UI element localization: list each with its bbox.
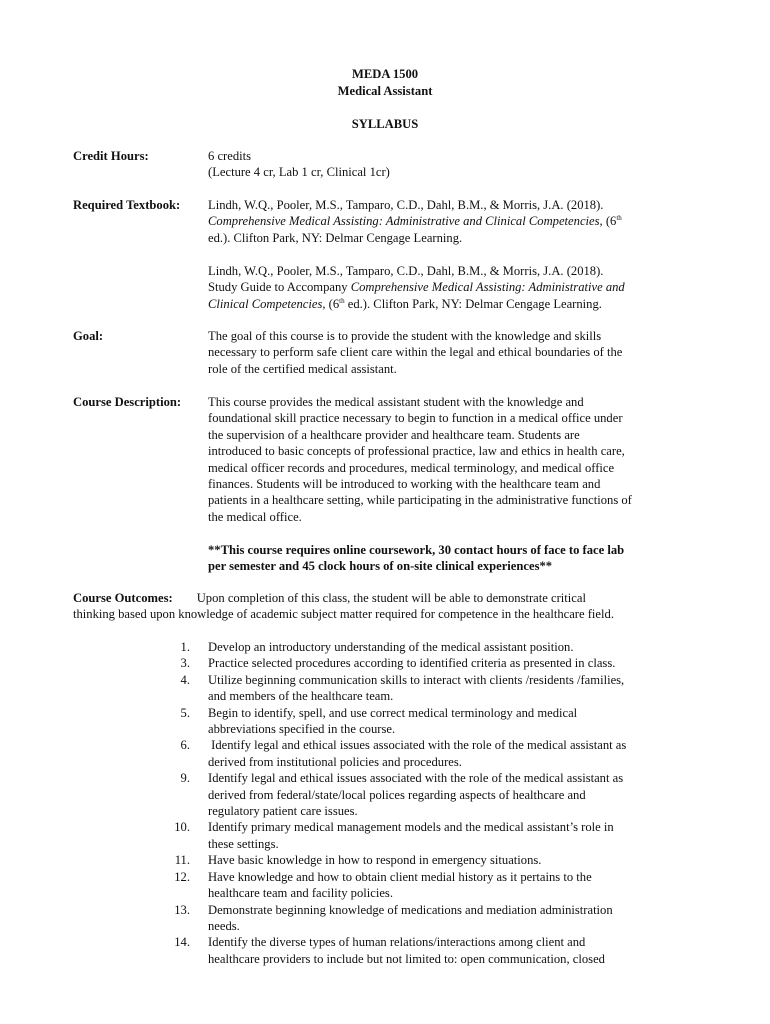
citation-publisher: ed.). Clifton Park, NY: Delmar Cengage Learning. — [344, 296, 602, 311]
list-item — [150, 852, 690, 868]
item-text: Have basic knowledge in how to respond in emergency situations. — [208, 853, 542, 868]
description-line: introduced to basic concepts of professional practice, law and ethics in health care, — [208, 444, 625, 459]
description-label: Course Description: — [73, 395, 182, 409]
edition-superscript: th — [339, 296, 345, 305]
description-line: patients in a healthcare setting, while participating in the administrative functions of — [208, 493, 632, 508]
item-text: Demonstrate beginning knowledge of medications and mediation administration — [208, 902, 613, 917]
outcomes-intro-line: thinking based upon knowledge of academic subject matter required for competence in the healthcare field. — [73, 607, 614, 622]
citation-title-line — [208, 213, 678, 229]
credit-hours-breakdown: (Lecture 4 cr, Lab 1 cr, Clinical 1cr) — [208, 165, 390, 180]
item-text: Identify primary medical management models and the medical assistant’s role in — [208, 820, 614, 835]
description-line: medical officer records and procedures, medical terminology, and medical office — [208, 460, 615, 475]
outcomes-list — [150, 639, 690, 967]
item-text: abbreviations specified in the course. — [208, 722, 396, 737]
item-text: Identify the diverse types of human relations/interactions among client and — [208, 935, 586, 950]
course-title: Medical Assistant — [337, 84, 433, 98]
list-item — [150, 819, 690, 852]
course-code: MEDA 1500 — [351, 67, 419, 81]
description-line: the supervision of a healthcare provider and healthcare team. Students are — [208, 427, 580, 442]
citation-authors: Lindh, W.Q., Pooler, M.S., Tamparo, C.D., Dahl, B.M., & Morris, J.A. (2018). — [208, 198, 604, 212]
item-text: Practice selected procedures according to identified criteria as presented in class. — [208, 656, 616, 671]
item-number: 6. — [180, 738, 190, 753]
list-item — [150, 655, 690, 671]
outcomes-label: Course Outcomes: — [73, 591, 173, 605]
goal-label: Goal: — [73, 329, 104, 343]
item-number: 11. — [174, 853, 190, 868]
coursework-requirement-note — [208, 542, 678, 575]
outcomes-intro — [73, 590, 683, 623]
description-line: the medical office. — [208, 509, 302, 524]
item-text: regulatory patient care issues. — [208, 804, 358, 819]
item-text: Develop an introductory understanding of the medical assistant position. — [208, 640, 574, 654]
citation-title-line — [208, 296, 678, 312]
citation-publisher: ed.). Clifton Park, NY: Delmar Cengage Learning. — [208, 230, 463, 245]
citation-title-line — [208, 279, 678, 295]
list-item — [150, 902, 690, 935]
list-item — [150, 737, 690, 770]
item-text: Have knowledge and how to obtain client medial history as it pertains to the — [208, 869, 592, 884]
book-title: Clinical Competencies, — [208, 296, 326, 311]
item-number: 13. — [174, 902, 190, 917]
note-line: per semester and 45 clock hours of on-site clinical experiences** — [208, 559, 553, 574]
document-title: SYLLABUS — [351, 117, 419, 131]
item-text: derived from institutional policies and procedures. — [208, 754, 462, 769]
list-item — [150, 672, 690, 705]
item-number: 10. — [174, 820, 190, 835]
note-line: **This course requires online coursework, 30 contact hours of face to face lab — [208, 543, 625, 557]
item-text: these settings. — [208, 836, 279, 851]
book-title: Comprehensive Medical Assisting: Administrative and Clinical Competencies, — [208, 214, 603, 229]
textbook-citation-2 — [208, 263, 678, 312]
outcomes-intro-line — [73, 590, 683, 606]
list-item — [150, 869, 690, 902]
description-line: foundational skill practice necessary to begin to function in a medical office under — [208, 411, 623, 426]
goal-line: role of the certified medical assistant. — [208, 361, 397, 376]
item-text: Utilize beginning communication skills to interact with clients /residents /families, — [208, 672, 625, 687]
item-text: healthcare providers to include but not limited to: open communication, closed — [208, 951, 605, 966]
item-number: 1. — [180, 640, 190, 654]
list-item — [150, 770, 690, 819]
item-number: 3. — [180, 656, 190, 671]
item-text: derived from federal/state/local polices regarding aspects of healthcare and — [208, 787, 586, 802]
credit-hours-line: 6 credits — [208, 149, 252, 163]
description-line: finances. Students will be introduced to working with the healthcare team and — [208, 477, 601, 492]
outcomes-intro-text: Upon completion of this class, the student will be able to demonstrate critical — [196, 591, 586, 605]
citation-authors: Lindh, W.Q., Pooler, M.S., Tamparo, C.D., Dahl, B.M., & Morris, J.A. (2018). — [208, 264, 604, 278]
textbook-label: Required Textbook: — [73, 198, 181, 212]
description-line: This course provides the medical assistant student with the knowledge and — [208, 395, 584, 409]
item-text: Begin to identify, spell, and use correct medical terminology and medical — [208, 705, 578, 720]
credit-hours-label: Credit Hours: — [73, 149, 149, 163]
item-number: 9. — [180, 771, 190, 786]
item-text: Identify legal and ethical issues associated with the role of the medical assistant as — [208, 771, 624, 786]
book-title: Comprehensive Medical Assisting: Administrative and — [350, 280, 625, 295]
item-text: healthcare team and facility policies. — [208, 886, 393, 901]
textbook-citation-1 — [208, 197, 678, 246]
goal-line: necessary to perform safe client care within the legal and ethical boundaries of the — [208, 345, 623, 360]
item-number: 14. — [174, 935, 190, 950]
edition-prefix: (6 — [602, 214, 617, 229]
item-text: needs. — [208, 918, 240, 933]
list-item — [150, 934, 690, 967]
item-text: and members of the healthcare team. — [208, 689, 394, 704]
list-item — [150, 705, 690, 738]
list-item — [150, 639, 690, 655]
goal-line: The goal of this course is to provide the student with the knowledge and skills — [208, 329, 602, 343]
credit-hours-value — [208, 148, 678, 181]
item-number: 5. — [180, 705, 190, 720]
goal-text — [208, 328, 678, 377]
item-number: 4. — [180, 672, 190, 687]
study-guide-prefix: Study Guide to Accompany — [208, 280, 351, 295]
edition-prefix: (6 — [325, 296, 340, 311]
item-number: 12. — [174, 869, 190, 884]
edition-superscript: th — [616, 214, 622, 223]
description-text — [208, 394, 678, 525]
item-text: Identify legal and ethical issues associated with the role of the medical assistant as — [208, 738, 627, 753]
